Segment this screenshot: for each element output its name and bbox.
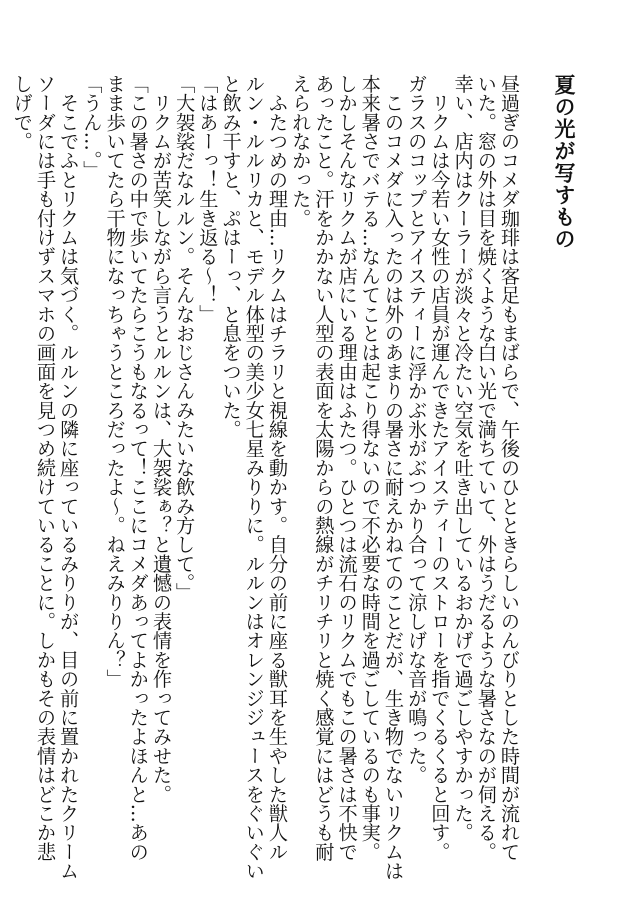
text-line: ソーダには手も付けずスマホの画面を見つめ続けていることに。しかもその表情はどこか悲: [33, 74, 57, 862]
text-line: えられなかった。: [289, 74, 313, 228]
text-line: 「うん…。」: [80, 74, 104, 180]
text-line: 「この暑さの中で歩いてたらこうもなるって！ここにコメダあってよかったよほんと…あの: [126, 74, 150, 862]
text-line: 昼過ぎのコメダ珈琲は客足もまばらで、午後のひとときらしいのんびりとした時間が流れて: [498, 74, 521, 862]
text-line: いた。窓の外は目を焼くような白い光で満ちていて、外はうだるような暑さなのが伺える。: [474, 74, 498, 862]
text-line: リクムは今若い女性の店員が運んできたアイスティーのストローを指でくるくると回す。: [428, 74, 452, 862]
text-line: 「はあーっ！生き返る〜！」: [196, 74, 220, 324]
text-line: 本来暑さでバテる…なんてことは起こり得ないので不必要な時間を過ごしているのも事実。: [358, 74, 382, 862]
text-line: あったこと。汗をかかない人型の表面を太陽からの熱線がチリチリと焼く感覚にはどうも耐: [312, 74, 336, 862]
text-line: しかしそんなリクムが店にいる理由はふたつ。ひとつは流石のリクムでもこの暑さは不快で: [335, 74, 359, 862]
text-line: 幸い、店内はクーラーが淡々と冷たい空気を吐き出しているおかげで過ごしやすかった。: [451, 74, 475, 842]
text-line: ルン・ルルリカと、モデル体型の美少女七星みりりに。ルルンはオレンジジュースをぐいぐい: [242, 74, 266, 881]
text-line: と飲み干すと、ぷはーっ、と息をついた。: [219, 74, 243, 439]
text-line: しげで。: [10, 74, 34, 151]
text-line: ガラスのコップとアイスティーに浮かぶ氷がぶつかり合って涼しげな音が鳴った。: [405, 74, 429, 785]
text-line: そこでふとリクムは気づく。ルルンの隣に座っているみりりが、目の前に置かれたクリーム: [57, 74, 81, 881]
text-line: このコメダに入ったのは外のあまりの暑さに耐えかねてのことだが、生き物でないリクムは: [381, 74, 405, 881]
story-title: 夏の光が写すもの: [552, 74, 577, 250]
story-body: [10, 74, 521, 881]
text-line: リクムが苦笑しながら言うとルルンは、大袈裟ぁ？と遺憾の表情を作ってみせた。: [149, 74, 173, 804]
text-line: 「大袈裟だなルルン。そんなおじさんみたいな飲み方して。」: [173, 74, 197, 602]
text-line: まま歩いてたら干物になっちゃうところだったよ〜。ねえみりりん？」: [103, 74, 127, 689]
text-line: ふたつめの理由…リクムはチラリと視線を動かす。自分の前に座る獣耳を生やした獣人ル: [265, 74, 289, 862]
